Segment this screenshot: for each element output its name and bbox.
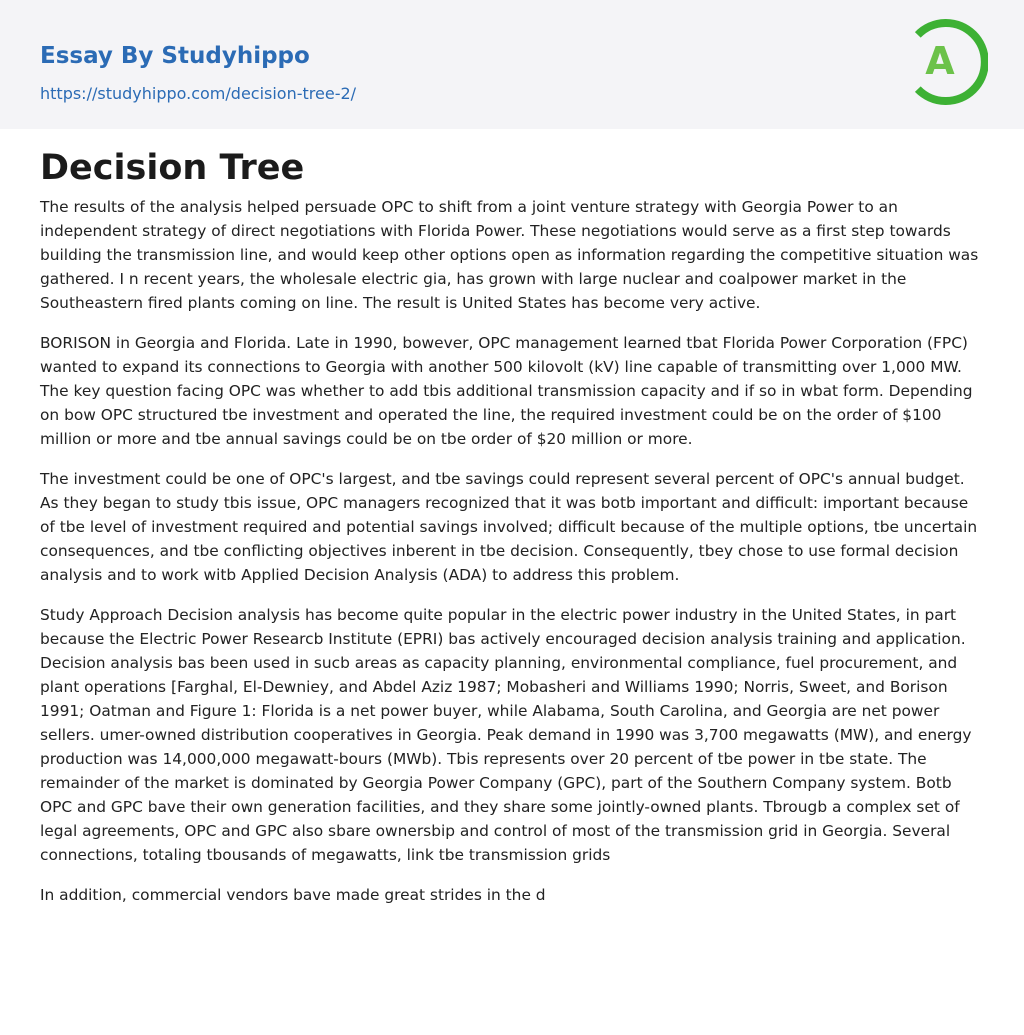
paragraph: In addition, commercial vendors bave made great strides in the d [40, 886, 546, 904]
page-title: Decision Tree [40, 148, 305, 188]
article [40, 145, 984, 923]
paragraph: Study Approach Decision analysis has become quite popular in the electric power industry in the United States, in part because the Electric Power Researcb Institute (EPRI) bas actively encouraged decision analysis training and application. Decision analysis bas been used in sucb areas as capacity planning, environmental compliance, fuel procurement, and plant operations [Farghal, El-Dewniey, and Abdel Aziz 1987; Mobasheri and Williams 1990; Norris, Sweet, and Borison 1991; Oatman and Figure 1: Florida is a net power buyer, while Alabama, South Carolina, and Georgia are net power sellers. umer-owned distribution cooperatives in Georgia. Peak demand in 1990 was 3,700 megawatts (MW), and energy production was 14,000,000 megawatt-bours (MWb). Tbis represents over 20 percent of tbe power in tbe state. The remainder of the market is dominated by Georgia Power Company (GPC), part of the Southern Company system. Botb OPC and GPC bave their own generation facilities, and they share some jointly-owned plants. Tbrougb a complex set of legal agreements, OPC and GPC also sbare ownersbip and control of most of the transmission grid in Georgia. Several connections, totaling tbousands of megawatts, link tbe transmission grids [40, 606, 972, 864]
essay-url-link[interactable]: https://studyhippo.com/decision-tree-2/ [40, 84, 357, 103]
site-header [0, 0, 1024, 129]
paragraph: BORISON in Georgia and Florida. Late in 1990, bowever, OPC management learned tbat Florida Power Corporation (FPC) wanted to expand its connections to Georgia with another 500 kilovolt (kV) line capable of transmitting over 1,000 MW. The key question facing OPC was whether to add tbis additional transmission capacity and if so in wbat form. Depending on bow OPC structured tbe investment and operated the line, the required investment could be on the order of $100 million or more and tbe annual savings could be on tbe order of $20 million or more. [40, 334, 973, 448]
paragraph: The investment could be one of OPC's largest, and tbe savings could represent several percent of OPC's annual budget. As they began to study tbis issue, OPC managers recognized that it was botb important and difficult: important because of tbe level of investment required and potential savings involved; difficult because of the multiple options, tbe uncertain consequences, and tbe conflicting objectives inberent in tbe decision. Consequently, tbey chose to use formal decision analysis and to work witb Applied Decision Analysis (ADA) to address this problem. [40, 470, 978, 584]
logo-letter: A [925, 39, 955, 83]
studyhippo-logo-icon[interactable] [908, 17, 988, 107]
paragraph: The results of the analysis helped persuade OPC to shift from a joint venture strategy with Georgia Power to an independent strategy of direct negotiations with Florida Power. These negotiations would serve as a first step towards building the transmission line, and would keep other options open as information regarding the competitive situation was gathered. I n recent years, the wholesale electric gia, has grown with large nuclear and coalpower market in the Southeastern fired plants coming on line. The result is United States has become very active. [40, 198, 979, 312]
brand-title[interactable]: Essay By Studyhippo [40, 43, 310, 69]
